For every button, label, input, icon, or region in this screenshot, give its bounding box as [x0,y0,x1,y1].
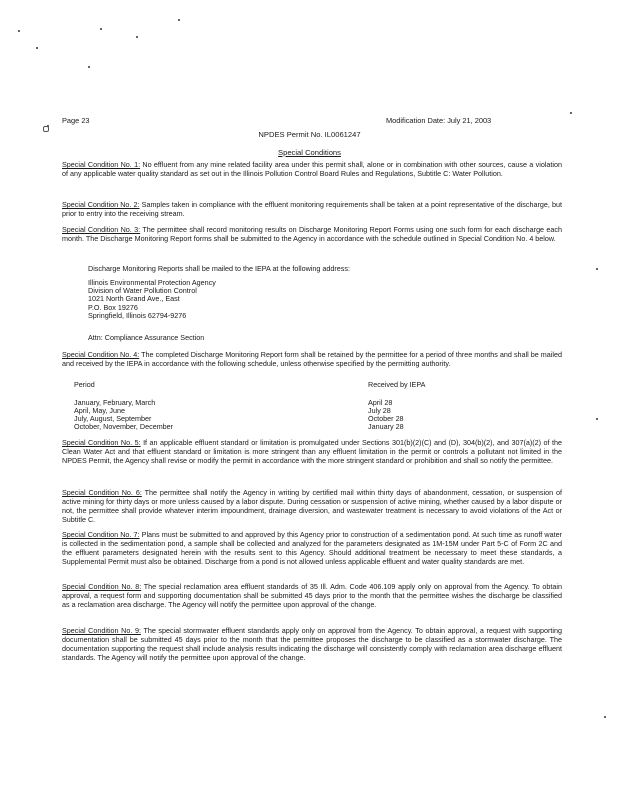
scan-speck [88,66,90,68]
condition-label: Special Condition No. 5: [62,438,141,447]
schedule-received [368,399,404,431]
condition-label: Special Condition No. 2: [62,200,140,209]
scan-speck [178,19,180,21]
address-line: 1021 North Grand Ave., East [88,294,180,304]
scan-speck [18,30,20,32]
condition-text: The permittee shall notify the Agency in writing by certified mail within thirty days of abandonment, cessation, or suspension of active mining for thirty days or more unless caused by a labor dispute. During cessation or suspension of active mining, whether caused by a labor dispute or not, the permittee shall provide whatever interim impoundment, drainage diversion, and wastewater treatment is necessary to avoid violations of the Act or Subtitle C. [62,488,562,525]
address-line: P.O. Box 19276 [88,302,138,312]
condition-label: Special Condition No. 8: [62,582,142,591]
scan-speck [136,36,138,38]
scan-speck [36,47,38,49]
schedule-periods [74,399,173,431]
condition-label: Special Condition No. 7: [62,530,140,539]
permit-title: NPDES Permit No. IL0061247 [258,130,361,139]
schedule-period: January, February, March [74,398,156,407]
condition-text: Samples taken in compliance with the effluent monitoring requirements shall be taken at a point representative of the discharge, but prior to entry into the receiving stream. [62,200,562,219]
condition-text: The permittee shall record monitoring results on Discharge Monitoring Report Forms using one such form for each discharge each month. The Discharge Monitoring Report forms shall be submitted to the Agency in accordance with the schedule outlined in Special Condition No. 4 below. [62,225,562,244]
special-condition-3 [62,225,562,243]
condition-label: Special Condition No. 9: [62,626,141,635]
special-condition-5 [62,438,562,465]
special-condition-1 [62,160,562,178]
modification-date: Modification Date: July 21, 2003 [386,116,492,125]
condition-text: The special reclamation area effluent standards of 35 Ill. Adm. Code 406.109 apply only on approval from the Agency. To obtain approval, a request form and supporting documentation shall be submitted 45 days prior to the month that the permittee wishes the discharge be classified as a reclamation area discharge. The Agency will notify the permittee upon approval of the change. [62,582,562,610]
condition-label: Special Condition No. 6: [62,488,142,497]
schedule-header-period: Period [74,380,95,389]
condition-text: Plans must be submitted to and approved by this Agency prior to construction of a sedimentation pond. At such time as runoff water is collected in the sedimentation pond, a sample shall be collected and analyzed for the parameters designated as 1M-15M under Part 5-C of Form 2C and the effluent parameters designated herein with the results sent to this Agency. Should additional treatment be necessary to meet these standards, a Supplemental Permit must also be obtained. Discharge from a pond is not allowed unless applicable effluent and water quality standards are met. [62,530,562,567]
schedule-header-received: Received by IEPA [368,380,426,389]
address-line: Illinois Environmental Protection Agency [88,278,216,287]
address-line: Division of Water Pollution Control [88,286,197,296]
page-number: Page 23 [62,116,90,125]
special-condition-7 [62,530,562,566]
schedule-period: July, August, September [74,414,152,423]
condition-label: Special Condition No. 4: [62,350,140,359]
special-condition-8 [62,582,562,609]
scan-speck [596,268,598,270]
condition-text: The special stormwater effluent standards apply only on approval from the Agency. To obtain approval, a request with supporting documentation shall be submitted 45 days prior to the month that the permittee proposes the discharge to be classified as a stormwater discharge. The documentation supporting the request shall include analysis results indicating the discharge will consistently comply with reclamation area discharge effluent standards. The Agency will notify the permittee upon approval of the change. [62,626,562,663]
schedule-received-date: July 28 [368,406,391,415]
schedule-period: April, May, June [74,406,125,415]
scan-speck [100,28,102,30]
schedule-received-date: January 28 [368,422,404,431]
scan-speck [596,418,598,420]
condition-text: No effluent from any mine related facility area under this permit shall, alone or in combination with other sources, cause a violation of any applicable water quality standard as set out in the Illinois Pollution Control Board Rules and Regulations, Subtitle C: Water Pollution. [62,160,562,179]
special-condition-2 [62,200,562,218]
schedule-received-date: April 28 [368,398,393,407]
schedule-received-date: October 28 [368,414,404,423]
mailing-intro: Discharge Monitoring Reports shall be mailed to the IEPA at the following address: [88,264,350,273]
schedule-period: October, November, December [74,422,174,431]
special-condition-6 [62,488,562,524]
scan-speck [604,716,606,718]
mailing-address [88,279,216,320]
section-title: Special Conditions [278,148,341,157]
mailing-attn: Attn: Compliance Assurance Section [88,333,205,342]
special-condition-4 [62,350,562,368]
special-condition-9 [62,626,562,662]
condition-label: Special Condition No. 3: [62,225,141,234]
condition-label: Special Condition No. 1: [62,160,141,169]
address-line: Springfield, Illinois 62794-9276 [88,310,187,320]
scan-speck [570,112,572,114]
condition-text: The completed Discharge Monitoring Report form shall be retained by the permittee for a period of three months and shall be mailed and received by the IEPA in accordance with the following schedule, unless otherwise specified by the permitting authority. [62,350,562,369]
condition-text: If an applicable effluent standard or limitation is promulgated under Sections 301(b)(2)(C) and (D), 304(b)(2), and 307(a)(2) of the Clean Water Act and that effluent standard or limitation is more stringent than any effluent limitation in the permit or controls a pollutant not limited in the NPDES Permit, the Agency shall revise or modify the permit in accordance with the more stringent standard or prohibition and shall so notify the permittee. [62,438,562,466]
